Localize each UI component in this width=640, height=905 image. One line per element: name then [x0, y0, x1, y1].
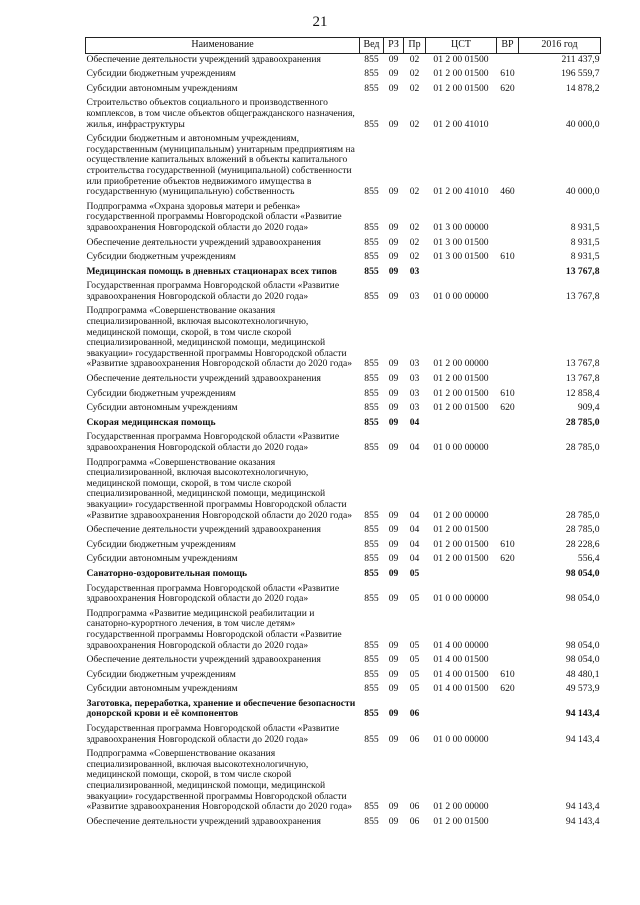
- row-cst: 01 2 00 01500: [433, 815, 489, 827]
- row-ved: 855: [364, 524, 379, 536]
- row-cst: 01 2 00 41010: [433, 118, 489, 130]
- row-cst: 01 4 00 01500: [433, 654, 489, 666]
- row-amount: 48 480,1: [565, 668, 600, 680]
- row-ved: 855: [364, 593, 379, 605]
- row-pr: 03: [409, 290, 420, 302]
- row-pr: 04: [409, 416, 420, 428]
- row-cst: 01 4 00 01500: [433, 668, 489, 680]
- row-amount: 98 054,0: [565, 567, 600, 579]
- header-ved: Вед: [360, 38, 384, 54]
- table-row: [86, 457, 601, 525]
- row-name: Обеспечение деятельности учреждений здравоохранения: [86, 53, 321, 65]
- row-rz: 09: [388, 402, 399, 414]
- row-pr: 03: [409, 373, 420, 385]
- row-vr: [497, 201, 519, 237]
- header-pr: Пр: [404, 38, 426, 54]
- row-rz: 09: [388, 668, 399, 680]
- row-cst: 01 2 00 00000: [433, 358, 489, 370]
- row-ved: 855: [364, 236, 379, 248]
- row-cst: 01 4 00 00000: [433, 639, 489, 651]
- row-amount: 94 143,4: [565, 801, 600, 813]
- row-cst: 01 0 00 00000: [433, 442, 489, 453]
- row-cst: 01 0 00 00000: [433, 733, 489, 745]
- row-ved: 855: [364, 442, 379, 453]
- row-ved: 855: [364, 387, 379, 399]
- row-vr: [497, 280, 519, 305]
- row-cst: 01 2 00 01500: [433, 373, 489, 385]
- row-ved: 855: [364, 290, 379, 302]
- row-amount: 556,4: [577, 553, 600, 565]
- row-ved: 855: [364, 567, 379, 579]
- row-vr: 610: [500, 668, 515, 680]
- row-name: Субсидии автономным учреждениям: [86, 82, 238, 94]
- row-rz: 09: [388, 509, 399, 521]
- row-vr: 620: [500, 553, 515, 565]
- row-ved: 855: [364, 82, 379, 94]
- row-rz: 09: [388, 236, 399, 248]
- row-pr: 06: [409, 733, 420, 745]
- table-row: [86, 133, 601, 201]
- row-rz: 09: [388, 290, 399, 302]
- page-number: 21: [312, 14, 328, 30]
- row-rz: 09: [388, 654, 399, 666]
- row-rz: 09: [388, 416, 399, 428]
- row-vr: 620: [500, 82, 515, 94]
- row-cst: 01 0 00 00000: [433, 593, 489, 605]
- row-cst: 01 2 00 00000: [433, 509, 489, 521]
- row-name: Субсидии автономным учреждениям: [86, 683, 238, 695]
- row-vr: [497, 568, 519, 583]
- row-rz: 09: [388, 683, 399, 695]
- row-amount: 13 767,8: [565, 265, 600, 277]
- row-vr: [497, 457, 519, 525]
- header-vr: ВР: [497, 38, 519, 54]
- row-ved: 855: [364, 416, 379, 428]
- row-name: Государственная программа Новгородской области «Развитие здравоохранения Новгородской области до 2020 года»: [86, 280, 340, 302]
- row-amount: 13 767,8: [565, 290, 600, 302]
- row-amount: 28 785,0: [565, 524, 600, 536]
- row-amount: 40 000,0: [565, 186, 600, 198]
- row-cst: 01 4 00 01500: [433, 683, 489, 695]
- row-ved: 855: [364, 668, 379, 680]
- table-row: [86, 431, 601, 456]
- row-pr: 04: [409, 524, 420, 536]
- row-vr: [497, 654, 519, 669]
- row-cst: 01 2 00 01500: [433, 538, 489, 550]
- row-rz: 09: [388, 373, 399, 385]
- row-vr: [497, 748, 519, 816]
- row-vr: 610: [500, 387, 515, 399]
- row-pr: 06: [409, 801, 420, 813]
- row-vr: [497, 524, 519, 539]
- row-vr: [497, 53, 519, 68]
- row-name: Государственная программа Новгородской области «Развитие здравоохранения Новгородской области до 2020 года»: [86, 431, 340, 453]
- row-ved: 855: [364, 118, 379, 130]
- row-rz: 09: [388, 68, 399, 80]
- row-pr: 06: [409, 815, 420, 827]
- row-amount: 28 785,0: [565, 442, 600, 453]
- row-name: Обеспечение деятельности учреждений здравоохранения: [86, 236, 321, 248]
- row-amount: 98 054,0: [565, 639, 600, 651]
- row-ved: 855: [364, 801, 379, 813]
- row-amount: 28 228,6: [565, 538, 600, 550]
- header-cst: ЦСТ: [426, 38, 497, 54]
- row-name: Обеспечение деятельности учреждений здравоохранения: [86, 654, 321, 666]
- row-amount: 98 054,0: [565, 654, 600, 666]
- row-amount: 98 054,0: [565, 593, 600, 605]
- row-cst: 01 2 00 01500: [433, 53, 489, 65]
- row-amount: 14 878,2: [565, 82, 600, 94]
- row-cst: [426, 568, 497, 583]
- header-name: Наименование: [86, 38, 360, 54]
- table-row: [86, 816, 601, 831]
- row-rz: 09: [388, 251, 399, 263]
- row-cst: [426, 698, 497, 723]
- row-pr: 02: [409, 53, 420, 65]
- row-vr: [497, 431, 519, 456]
- row-amount: 40 000,0: [565, 118, 600, 130]
- table-row: [86, 83, 601, 98]
- row-ved: 855: [364, 683, 379, 695]
- row-amount: 28 785,0: [565, 416, 600, 428]
- row-vr: [497, 237, 519, 252]
- row-name: Скорая медицинская помощь: [86, 416, 216, 428]
- row-pr: 02: [409, 118, 420, 130]
- row-name: Субсидии бюджетным учреждениям: [86, 538, 236, 550]
- row-pr: 05: [409, 639, 420, 651]
- row-rz: 09: [388, 801, 399, 813]
- row-rz: 09: [388, 221, 399, 233]
- row-rz: 09: [388, 639, 399, 651]
- row-vr: [497, 97, 519, 133]
- row-name: Подпрограмма «Совершенствование оказания специализированной, включая высокотехнологичную, медицинской помощи, скорой, в том числе скорой специализированной, медицинской помощи, медицинской эвакуации» государственной программы Новгородской области «Развитие здравоохранения Новгородской области до 2020 года»: [86, 748, 353, 813]
- table-row: [86, 305, 601, 373]
- table-row: [86, 683, 601, 698]
- row-amount: 8 931,5: [570, 236, 600, 248]
- row-amount: 28 785,0: [565, 509, 600, 521]
- row-amount: 8 931,5: [570, 251, 600, 263]
- row-ved: 855: [364, 654, 379, 666]
- row-cst: 01 2 00 41010: [433, 186, 489, 198]
- row-pr: 04: [409, 509, 420, 521]
- table-header-row: [86, 38, 601, 54]
- row-vr: [497, 816, 519, 831]
- row-cst: [426, 266, 497, 281]
- row-ved: 855: [364, 509, 379, 521]
- header-year: 2016 год: [519, 38, 601, 54]
- row-rz: 09: [388, 442, 399, 453]
- row-pr: 04: [409, 538, 420, 550]
- table-row: [86, 553, 601, 568]
- row-pr: 02: [409, 68, 420, 80]
- row-ved: 855: [364, 402, 379, 414]
- row-amount: 8 931,5: [570, 221, 600, 233]
- row-rz: 09: [388, 733, 399, 745]
- row-name: Субсидии бюджетным и автономным учреждениям, государственным (муниципальным) унитарным предприятиям на осуществление капитальных вложений в объекты капитального строительства государственной (муниципальной) собственности или приобретение объектов недвижимого имущества в государственную (муниципальную) собственность: [86, 133, 355, 198]
- row-name: Обеспечение деятельности учреждений здравоохранения: [86, 524, 321, 536]
- row-ved: 855: [364, 639, 379, 651]
- row-rz: 09: [388, 265, 399, 277]
- row-vr: [497, 373, 519, 388]
- row-rz: 09: [388, 567, 399, 579]
- row-pr: 02: [409, 221, 420, 233]
- row-amount: 94 143,4: [565, 815, 600, 827]
- row-amount: 13 767,8: [565, 373, 600, 385]
- row-vr: 460: [500, 186, 515, 198]
- row-amount: 909,4: [577, 402, 600, 414]
- row-ved: 855: [364, 265, 379, 277]
- row-pr: 05: [409, 683, 420, 695]
- row-name: Государственная программа Новгородской области «Развитие здравоохранения Новгородской области до 2020 года»: [86, 723, 340, 745]
- row-name: Субсидии автономным учреждениям: [86, 402, 238, 414]
- row-amount: 12 858,4: [565, 387, 600, 399]
- row-name: Подпрограмма «Развитие медицинской реабилитации и санаторно-курортного лечения, в том числе детям» государственной программы Новгородской области «Развитие здравоохранения Новгородской области до 2020 года»: [86, 607, 342, 651]
- row-rz: 09: [388, 358, 399, 370]
- row-rz: 09: [388, 593, 399, 605]
- budget-table: [85, 37, 601, 830]
- row-name: Строительство объектов социального и производственного комплексов, в том числе объектов общегражданского назначения, жилья, инфраструктуры: [86, 97, 355, 130]
- row-cst: 01 2 00 01500: [433, 553, 489, 565]
- row-rz: 09: [388, 708, 399, 720]
- table-row: [86, 280, 601, 305]
- table-row: [86, 748, 601, 816]
- row-name: Подпрограмма «Охрана здоровья матери и ребенка» государственной программы Новгородской области «Развитие здравоохранения Новгородской области до 2020 года»: [86, 200, 342, 233]
- table-row: [86, 251, 601, 266]
- row-cst: 01 3 00 01500: [433, 251, 489, 263]
- table-row: [86, 654, 601, 669]
- row-name: Государственная программа Новгородской области «Развитие здравоохранения Новгородской области до 2020 года»: [86, 582, 340, 605]
- row-pr: 04: [409, 553, 420, 565]
- row-ved: 855: [364, 815, 379, 827]
- row-vr: [497, 266, 519, 281]
- row-pr: 05: [409, 654, 420, 666]
- row-vr: [497, 608, 519, 654]
- row-cst: 01 3 00 01500: [433, 236, 489, 248]
- table-row: [86, 539, 601, 554]
- row-ved: 855: [364, 538, 379, 550]
- row-cst: 01 2 00 01500: [433, 68, 489, 80]
- row-name: Субсидии бюджетным учреждениям: [86, 387, 236, 399]
- row-cst: 01 3 00 00000: [433, 221, 489, 233]
- row-cst: [426, 417, 497, 432]
- row-ved: 855: [364, 733, 379, 745]
- table-row: [86, 568, 601, 583]
- header-rz: РЗ: [384, 38, 404, 54]
- row-vr: [497, 698, 519, 723]
- table-row: [86, 388, 601, 403]
- row-rz: 09: [388, 53, 399, 65]
- table-row: [86, 373, 601, 388]
- row-ved: 855: [364, 708, 379, 720]
- row-rz: 09: [388, 553, 399, 565]
- row-vr: 620: [500, 402, 515, 414]
- row-vr: 610: [500, 68, 515, 80]
- table-row: [86, 669, 601, 684]
- row-rz: 09: [388, 387, 399, 399]
- row-cst: 01 2 00 01500: [433, 524, 489, 536]
- row-amount: 49 573,9: [565, 683, 600, 695]
- row-vr: 610: [500, 538, 515, 550]
- row-name: Санаторно-оздоровительная помощь: [86, 567, 248, 579]
- row-vr: 620: [500, 683, 515, 695]
- row-name: Подпрограмма «Совершенствование оказания специализированной, включая высокотехнологичную, медицинской помощи, скорой, в том числе скорой специализированной, медицинской помощи, медицинской эвакуации» государственной программы Новгородской области «Развитие здравоохранения Новгородской области до 2020 года»: [86, 305, 353, 370]
- row-ved: 855: [364, 221, 379, 233]
- row-pr: 05: [409, 593, 420, 605]
- row-pr: 03: [409, 402, 420, 414]
- row-name: Субсидии автономным учреждениям: [86, 553, 238, 565]
- row-pr: 02: [409, 236, 420, 248]
- table-row: [86, 68, 601, 83]
- row-rz: 09: [388, 538, 399, 550]
- row-ved: 855: [364, 553, 379, 565]
- table-row: [86, 402, 601, 417]
- row-ved: 855: [364, 251, 379, 263]
- table-row: [86, 237, 601, 252]
- row-name: Обеспечение деятельности учреждений здравоохранения: [86, 373, 321, 385]
- row-name: Субсидии бюджетным учреждениям: [86, 68, 236, 80]
- row-pr: 04: [409, 442, 420, 453]
- row-cst: 01 2 00 00000: [433, 801, 489, 813]
- row-amount: 94 143,4: [565, 733, 600, 745]
- row-rz: 09: [388, 82, 399, 94]
- row-name: Заготовка, переработка, хранение и обеспечение безопасности донорской крови и её компонентов: [86, 697, 356, 720]
- table-row: [86, 698, 601, 723]
- table-row: [86, 201, 601, 237]
- row-pr: 03: [409, 358, 420, 370]
- row-ved: 855: [364, 373, 379, 385]
- row-ved: 855: [364, 68, 379, 80]
- row-vr: [497, 723, 519, 748]
- row-pr: 03: [409, 265, 420, 277]
- table-row: [86, 417, 601, 432]
- table-row: [86, 723, 601, 748]
- table-row: [86, 266, 601, 281]
- row-vr: [497, 417, 519, 432]
- table-row: [86, 97, 601, 133]
- row-amount: 211 437,9: [561, 53, 600, 65]
- row-name: Субсидии бюджетным учреждениям: [86, 251, 236, 263]
- row-ved: 855: [364, 358, 379, 370]
- row-pr: 03: [409, 387, 420, 399]
- row-pr: 02: [409, 186, 420, 198]
- table-row: [86, 583, 601, 608]
- table-row: [86, 53, 601, 68]
- row-name: Субсидии бюджетным учреждениям: [86, 668, 236, 680]
- row-pr: 05: [409, 567, 420, 579]
- row-amount: 196 559,7: [561, 68, 600, 80]
- row-vr: [497, 305, 519, 373]
- row-cst: 01 2 00 01500: [433, 387, 489, 399]
- row-rz: 09: [388, 118, 399, 130]
- table-row: [86, 608, 601, 654]
- row-pr: 02: [409, 251, 420, 263]
- row-vr: [497, 583, 519, 608]
- row-amount: 13 767,8: [565, 358, 600, 370]
- row-name: Обеспечение деятельности учреждений здравоохранения: [86, 815, 321, 827]
- row-rz: 09: [388, 815, 399, 827]
- row-name: Подпрограмма «Совершенствование оказания специализированной, включая высокотехнологичную, медицинской помощи, скорой, в том числе скорой специализированной, медицинской помощи, медицинской эвакуации» государственной программы Новгородской области «Развитие здравоохранения Новгородской области до 2020 года»: [86, 456, 353, 521]
- table-row: [86, 524, 601, 539]
- row-vr: 610: [500, 251, 515, 263]
- row-pr: 06: [409, 708, 420, 720]
- row-ved: 855: [364, 53, 379, 65]
- row-cst: 01 0 00 00000: [433, 290, 489, 302]
- row-cst: 01 2 00 01500: [433, 82, 489, 94]
- row-amount: 94 143,4: [565, 708, 600, 720]
- row-pr: 05: [409, 668, 420, 680]
- row-cst: 01 2 00 01500: [433, 402, 489, 414]
- row-ved: 855: [364, 186, 379, 198]
- row-rz: 09: [388, 524, 399, 536]
- row-pr: 02: [409, 82, 420, 94]
- row-rz: 09: [388, 186, 399, 198]
- row-name: Медицинская помощь в дневных стационарах всех типов: [86, 265, 337, 277]
